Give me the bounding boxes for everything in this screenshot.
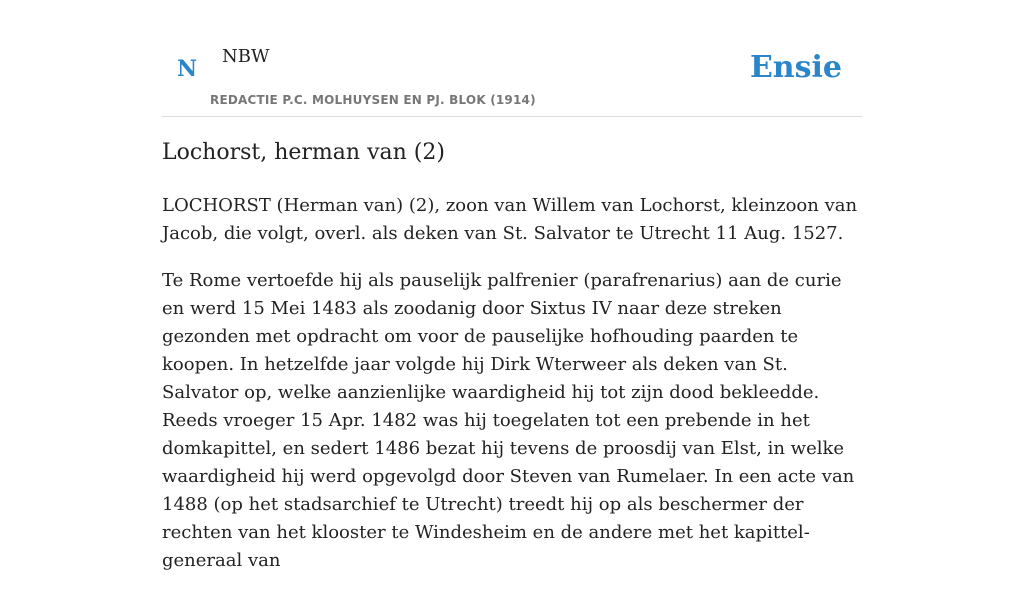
source-name[interactable]: NBW: [222, 46, 270, 67]
brand-logo[interactable]: Ensie: [749, 50, 842, 85]
article-body: [162, 192, 862, 594]
header: [162, 0, 862, 117]
source-logo-icon[interactable]: N: [177, 56, 198, 82]
source-subtitle: REDACTIE P.C. MOLHUYSEN EN PJ. BLOK (1914): [210, 93, 536, 107]
article-title: Lochorst, herman van (2): [162, 140, 445, 165]
article-paragraph: LOCHORST (Herman van) (2), zoon van Willem van Lochorst, kleinzoon van Jacob, die volgt, overl. als deken van St. Salvator te Utrecht 11 Aug. 1527.: [162, 195, 858, 244]
article-paragraph: Te Rome vertoefde hij als pauselijk palfrenier (parafrenarius) aan de curie en werd 15 Mei 1483 als zoodanig door Sixtus IV naar deze streken gezonden met opdracht om voor de pauselijke hofhouding paarden te koopen. In hetzelfde jaar volgde hij Dirk Wterweer als deken van St. Salvator op, welke aanzienlijke waardigheid hij tot zijn dood bekleedde. Reeds vroeger 15 Apr. 1482 was hij toegelaten tot een prebende in het domkapittel, en sedert 1486 bezat hij tevens de proosdij van Elst, in welke waardigheid hij werd opgevolgd door Steven van Rumelaer. In een acte van 1488 (op het stadsarchief te Utrecht) treedt hij op als beschermer der rechten van het klooster te Windesheim en de andere met het kapittel-generaal van: [162, 270, 855, 571]
